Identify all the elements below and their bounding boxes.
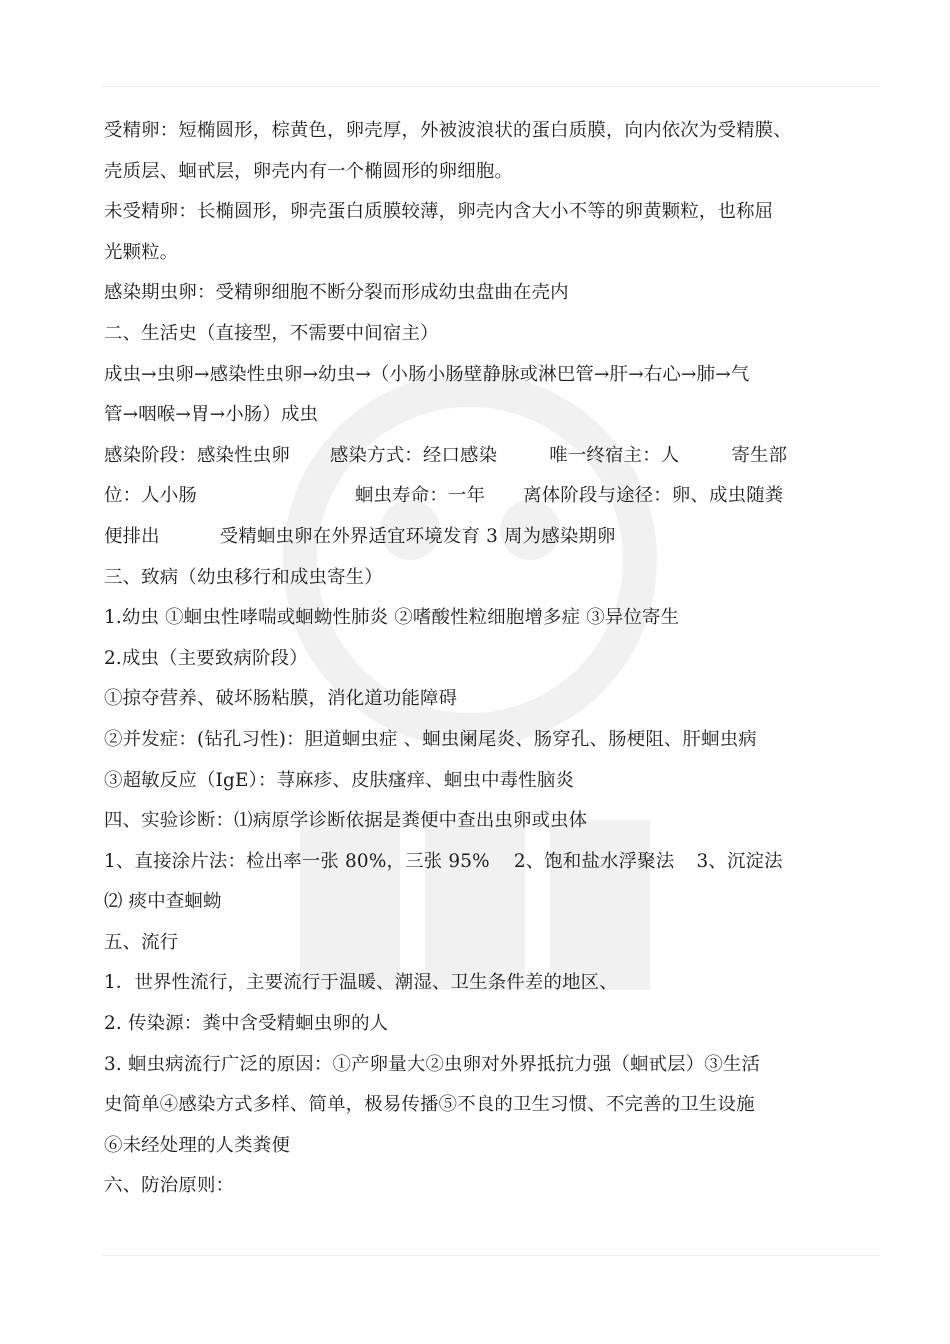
header-rule bbox=[102, 86, 880, 87]
development-note: 受精蛔虫卵在外界适宜环境发育 3 周为感染期卵 bbox=[219, 525, 616, 547]
infection-row-3 bbox=[104, 517, 884, 558]
section-heading: 四、实验诊断：⑴病原学诊断依据是粪便中查出虫卵或虫体 bbox=[104, 810, 588, 832]
text-line: 3. 蛔虫病流行广泛的原因：①产卵量大②虫卵对外界抵抗力强（蛔甙层）③生活 bbox=[104, 1053, 761, 1075]
direct-smear-method: 1、直接涂片法：检出率一张 80%，三张 95% bbox=[104, 850, 490, 872]
section-heading: 二、生活史（直接型，不需要中间宿主） bbox=[104, 322, 439, 344]
infection-stage: 感染阶段：感染性虫卵 bbox=[104, 444, 290, 466]
infection-route: 感染方式：经口感染 bbox=[329, 444, 498, 466]
text-line: 受精卵：短椭圆形，棕黄色，卵壳厚，外被波浪状的蛋白质膜，向内依次为受精膜、 bbox=[104, 120, 792, 141]
lifespan: 蛔虫寿命：一年 bbox=[354, 485, 486, 507]
text-line: ⑥未经处理的人类粪便 bbox=[104, 1134, 290, 1156]
text-line: ①掠夺营养、破坏肠粘膜，消化道功能障碍 bbox=[104, 688, 458, 710]
diagnosis-methods bbox=[104, 842, 884, 883]
text-line: 壳质层、蛔甙层，卵壳内有一个椭圆形的卵细胞。 bbox=[104, 160, 513, 182]
text-line: 2.成虫（主要致病阶段） bbox=[104, 647, 308, 669]
footer-rule bbox=[102, 1255, 880, 1256]
text-line: 感染期虫卵：受精卵细胞不断分裂而形成幼虫盘曲在壳内 bbox=[104, 282, 569, 304]
sedimentation-method: 3、沉淀法 bbox=[696, 850, 783, 872]
exit-route-part2: 便排出 bbox=[104, 525, 160, 547]
text-line: ③超敏反应（IgE）：荨麻疹、皮肤瘙痒、蛔虫中毒性脑炎 bbox=[104, 769, 575, 791]
text-line: ②并发症：(钻孔习性)：胆道蛔虫症 、蛔虫阑尾炎、肠穿孔、肠梗阻、肝蛔虫病 bbox=[104, 728, 757, 750]
section-heading: 六、防治原则： bbox=[104, 1175, 235, 1197]
parasitic-site-part2: 位：人小肠 bbox=[104, 485, 197, 507]
saturated-brine-method: 2、饱和盐水浮聚法 bbox=[513, 850, 675, 872]
definitive-host: 唯一终宿主：人 bbox=[549, 444, 680, 466]
infection-row-1 bbox=[104, 436, 884, 477]
parasitic-site-part1: 寄生部 bbox=[731, 444, 788, 466]
text-line: 管→咽喉→胃→小肠）成虫 bbox=[104, 404, 319, 426]
exit-route-part1: 离体阶段与途径：卵、成虫随粪 bbox=[523, 485, 784, 507]
text-line: 1．世界性流行，主要流行于温暖、潮湿、卫生条件差的地区、 bbox=[104, 972, 618, 994]
text-line: 未受精卵：长椭圆形，卵壳蛋白质膜较薄，卵壳内含大小不等的卵黄颗粒，也称屈 bbox=[104, 201, 774, 223]
text-line: 2. 传染源：粪中含受精蛔虫卵的人 bbox=[104, 1013, 389, 1035]
section-heading: 三、致病（幼虫移行和成虫寄生） bbox=[104, 566, 383, 588]
document-body bbox=[104, 111, 884, 1207]
text-line: 成虫→虫卵→感染性虫卵→幼虫→（小肠小肠壁静脉或淋巴管→肝→右心→肺→气 bbox=[104, 363, 750, 385]
infection-row-2 bbox=[104, 476, 884, 517]
text-line: 光颗粒。 bbox=[104, 241, 179, 263]
section-heading: 五、流行 bbox=[104, 931, 179, 953]
text-line: 1.幼虫 ①蛔虫性哮喘或蛔蚴性肺炎 ②嗜酸性粒细胞增多症 ③异位寄生 bbox=[104, 607, 680, 629]
text-line: ⑵ 痰中查蛔蚴 bbox=[104, 891, 222, 913]
text-line: 史简单④感染方式多样、简单，极易传播⑤不良的卫生习惯、不完善的卫生设施 bbox=[104, 1094, 755, 1116]
